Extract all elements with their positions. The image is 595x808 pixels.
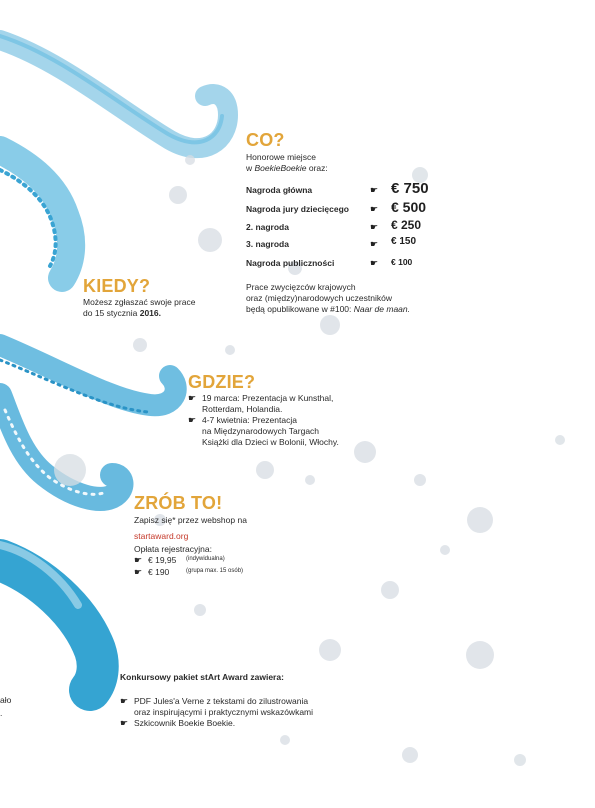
prize-list <box>246 180 456 280</box>
zrob-to-section <box>134 493 334 579</box>
package-item1-line2: oraz inspirującymi i praktycznymi wskazówkami <box>134 707 314 717</box>
gdzie-item1-line1: 19 marca: Prezentacja w Kunsthal, <box>202 393 334 403</box>
kiedy-line2 <box>83 308 243 319</box>
left-edge-fragment-line1: ało <box>0 695 12 705</box>
prize-name: 2. nagroda <box>246 222 289 232</box>
left-edge-fragment <box>0 695 11 719</box>
fee-row <box>134 555 334 567</box>
package-item <box>120 718 380 729</box>
prize-row <box>246 199 446 217</box>
tentacle-lower <box>0 395 121 499</box>
fee-amount: € 190 <box>148 567 170 577</box>
fee-label: Opłata rejestracyjna: <box>134 544 212 554</box>
tentacle-second <box>0 150 71 278</box>
co-outro-line1: Prace zwycięzców krajowych <box>246 282 356 292</box>
co-outro-line3 <box>246 304 456 315</box>
tentacle-top <box>0 40 228 148</box>
co-intro-suffix: oraz: <box>308 163 328 173</box>
prize-amount: € 750 <box>391 180 429 197</box>
prize-row <box>246 218 446 236</box>
gdzie-item2-line2: na Międzynarodowych Targach <box>202 426 320 436</box>
gdzie-heading: GDZIE? <box>188 372 256 392</box>
zrob-to-heading: ZRÓB TO! <box>134 493 223 513</box>
package-item2: Szkicownik Boekie Boekie. <box>134 718 236 728</box>
prize-row <box>246 256 446 274</box>
gdzie-item <box>188 393 388 415</box>
pointing-hand-icon: ☛ <box>134 555 143 565</box>
package-item1-line1: PDF Jules'a Verne z tekstami do zilustrowania <box>134 696 309 706</box>
co-intro-line1: Honorowe miejsce <box>246 152 316 162</box>
prize-amount: € 500 <box>391 199 427 215</box>
prize-amount: € 100 <box>391 257 413 267</box>
kiedy-line1: Możesz zgłaszać swoje prace <box>83 297 196 307</box>
kiedy-section <box>83 276 243 319</box>
prize-name: Nagroda główna <box>246 185 313 195</box>
kiedy-year: 2016. <box>139 308 161 318</box>
gdzie-item <box>188 415 388 448</box>
gdzie-section <box>188 372 388 448</box>
pointing-hand-icon: ☛ <box>370 204 379 214</box>
tentacle-bottom <box>0 560 98 690</box>
pointing-hand-icon: ☛ <box>370 185 379 195</box>
package-title: Konkursowy pakiet stArt Award zawiera: <box>120 672 284 682</box>
co-outro-line2: oraz (między)narodowych uczestników <box>246 293 392 303</box>
co-heading: CO? <box>246 130 285 150</box>
prize-name: Nagroda jury dziecięcego <box>246 204 349 214</box>
package-section <box>120 672 380 729</box>
prize-row <box>246 180 446 198</box>
co-intro-name: BoekieBoekie <box>254 163 307 173</box>
kiedy-date: do 15 stycznia <box>83 308 138 318</box>
pointing-hand-icon: ☛ <box>134 567 143 577</box>
prize-row <box>246 236 446 254</box>
pointing-hand-icon: ☛ <box>120 696 129 706</box>
prize-amount: € 250 <box>391 218 422 232</box>
pointing-hand-icon: ☛ <box>370 239 379 249</box>
pointing-hand-icon: ☛ <box>188 415 197 425</box>
co-intro-prefix: w <box>246 163 253 173</box>
fee-amount: € 19,95 <box>148 555 177 565</box>
prize-name: 3. nagroda <box>246 239 289 249</box>
pointing-hand-icon: ☛ <box>120 718 129 728</box>
left-edge-fragment-line2: . <box>0 708 3 718</box>
co-outro-prefix: będą opublikowane w #100: <box>246 304 352 314</box>
gdzie-item2-line1: 4-7 kwietnia: Prezentacja <box>202 415 297 425</box>
pointing-hand-icon: ☛ <box>188 393 197 403</box>
co-section <box>246 130 456 315</box>
package-item <box>120 696 380 718</box>
tentacle-middle <box>0 345 176 405</box>
co-outro-title: Naar de maan. <box>353 304 410 314</box>
fee-note: (indywidualna) <box>186 556 225 562</box>
zrob-to-line1: Zapisz się* przez webshop na <box>134 515 247 525</box>
kiedy-heading: KIEDY? <box>83 276 151 296</box>
startaward-link[interactable]: startaward.org <box>134 531 189 541</box>
prize-amount: € 150 <box>391 236 417 247</box>
gdzie-item1-line2: Rotterdam, Holandia. <box>202 404 283 414</box>
co-intro-line2 <box>246 163 456 174</box>
prize-name: Nagroda publiczności <box>246 258 335 268</box>
fee-row <box>134 567 334 579</box>
fee-note: (grupa max. 15 osób) <box>186 568 244 574</box>
gdzie-item2-line3: Książki dla Dzieci w Bolonii, Włochy. <box>202 437 339 447</box>
pointing-hand-icon: ☛ <box>370 258 379 268</box>
pointing-hand-icon: ☛ <box>370 222 379 232</box>
